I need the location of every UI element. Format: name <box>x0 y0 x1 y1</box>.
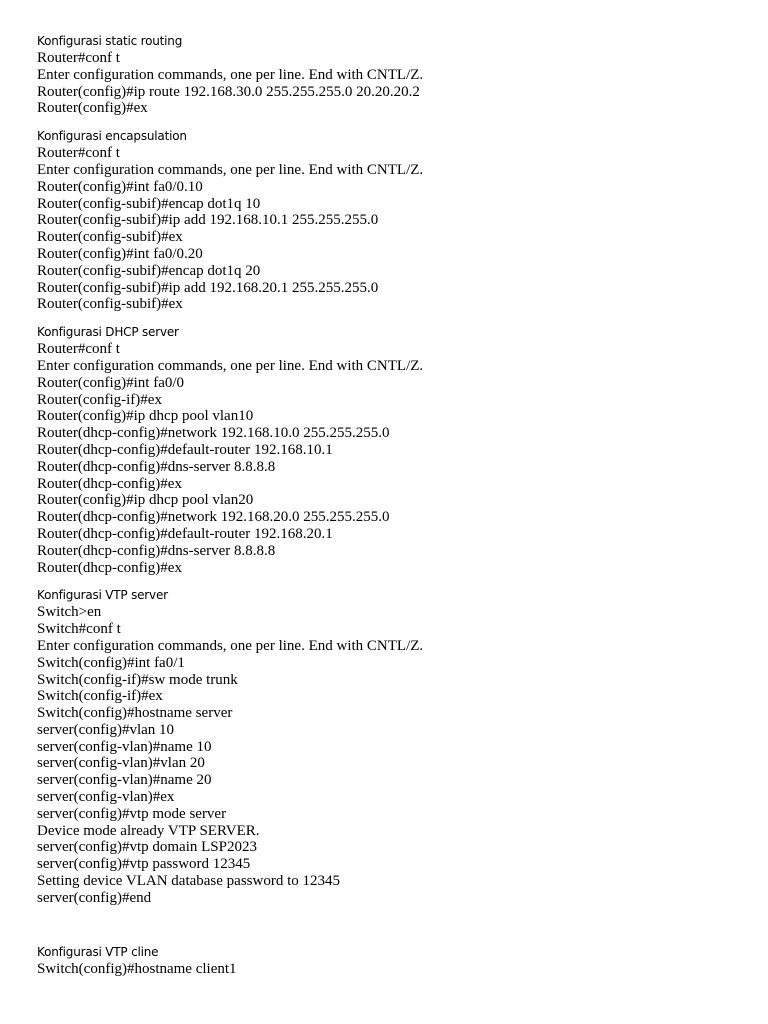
config-line: Setting device VLAN database password to 12345 <box>37 873 340 890</box>
config-line: Router(config)#int fa0/0.10 <box>37 178 203 195</box>
config-line: server(config)#vtp mode server <box>37 805 227 822</box>
config-line: Router(config)#ip dhcp pool vlan20 <box>37 492 254 509</box>
config-line: Router#conf t <box>37 145 120 162</box>
config-line: Enter configuration commands, one per line. End with CNTL/Z. <box>37 637 424 654</box>
section-heading: Konfigurasi DHCP server <box>37 325 179 340</box>
config-line: server(config-vlan)#ex <box>37 789 175 806</box>
config-line: Router(config)#ip dhcp pool vlan10 <box>37 408 254 425</box>
config-line: server(config-vlan)#name 10 <box>37 738 212 755</box>
config-line: Router(dhcp-config)#dns-server 8.8.8.8 <box>37 458 276 475</box>
config-line: Switch#conf t <box>37 621 121 638</box>
config-line: Enter configuration commands, one per line. End with CNTL/Z. <box>37 357 424 374</box>
section-heading: Konfigurasi encapsulation <box>37 129 187 144</box>
config-line: Device mode already VTP SERVER. <box>37 822 260 839</box>
section-spacer <box>37 907 737 944</box>
config-line: server(config)#end <box>37 889 152 906</box>
config-line: server(config-vlan)#name 20 <box>37 772 212 789</box>
config-line: Router(dhcp-config)#network 192.168.20.0 255.255.255.0 <box>37 509 390 526</box>
section-heading: Konfigurasi VTP cline <box>37 944 159 959</box>
config-line: Router(config-subif)#encap dot1q 20 <box>37 262 261 279</box>
config-line: Switch>en <box>37 604 102 621</box>
config-line: Router(dhcp-config)#default-router 192.168.10.1 <box>37 441 333 458</box>
config-line: Router(config-if)#ex <box>37 391 162 408</box>
config-line: Switch(config)#hostname server <box>37 705 233 722</box>
section-vtp-client <box>37 944 737 978</box>
section-heading: Konfigurasi VTP server <box>37 588 168 603</box>
config-line: Router(config)#int fa0/0.20 <box>37 245 203 262</box>
config-line: Switch(config)#int fa0/1 <box>37 654 185 671</box>
config-line: Router(config)#ex <box>37 100 148 117</box>
config-line: Router(config-subif)#encap dot1q 10 <box>37 195 261 212</box>
section-heading: Konfigurasi static routing <box>37 34 183 48</box>
config-line: Router(config-subif)#ip add 192.168.10.1 255.255.255.0 <box>37 212 379 229</box>
config-line: Router#conf t <box>37 341 120 358</box>
section-dhcp-server <box>37 324 737 576</box>
config-line: Router(dhcp-config)#ex <box>37 559 182 576</box>
config-line: Enter configuration commands, one per line. End with CNTL/Z. <box>37 66 424 83</box>
config-line: Switch(config-if)#ex <box>37 688 163 705</box>
config-line: Router(dhcp-config)#ex <box>37 475 182 492</box>
config-line: Router(config)#ip route 192.168.30.0 255.255.255.0 20.20.20.2 <box>37 83 420 100</box>
config-line: Router(config-subif)#ex <box>37 296 183 313</box>
config-line: Enter configuration commands, one per line. End with CNTL/Z. <box>37 161 424 178</box>
config-line: Switch(config-if)#sw mode trunk <box>37 671 238 688</box>
config-line: Switch(config)#hostname client1 <box>37 960 237 977</box>
config-line: Router(config-subif)#ex <box>37 229 183 246</box>
config-line: Router(config-subif)#ip add 192.168.20.1 255.255.255.0 <box>37 279 379 296</box>
config-line: Router(dhcp-config)#dns-server 8.8.8.8 <box>37 542 276 559</box>
config-line: server(config)#vlan 10 <box>37 721 175 738</box>
config-line: Router(dhcp-config)#default-router 192.168.20.1 <box>37 525 333 542</box>
section-spacer <box>37 313 737 324</box>
section-spacer <box>37 576 737 587</box>
config-line: Router(dhcp-config)#network 192.168.10.0 255.255.255.0 <box>37 425 390 442</box>
config-line: server(config-vlan)#vlan 20 <box>37 755 205 772</box>
config-line: server(config)#vtp password 12345 <box>37 856 251 873</box>
config-line: server(config)#vtp domain LSP2023 <box>37 839 257 856</box>
section-vtp-server <box>37 587 737 906</box>
section-spacer <box>37 117 737 128</box>
config-line: Router(config)#int fa0/0 <box>37 374 185 391</box>
config-line: Router#conf t <box>37 50 120 66</box>
document-page <box>37 33 737 977</box>
section-encapsulation <box>37 128 737 313</box>
section-static-routing <box>37 33 737 117</box>
